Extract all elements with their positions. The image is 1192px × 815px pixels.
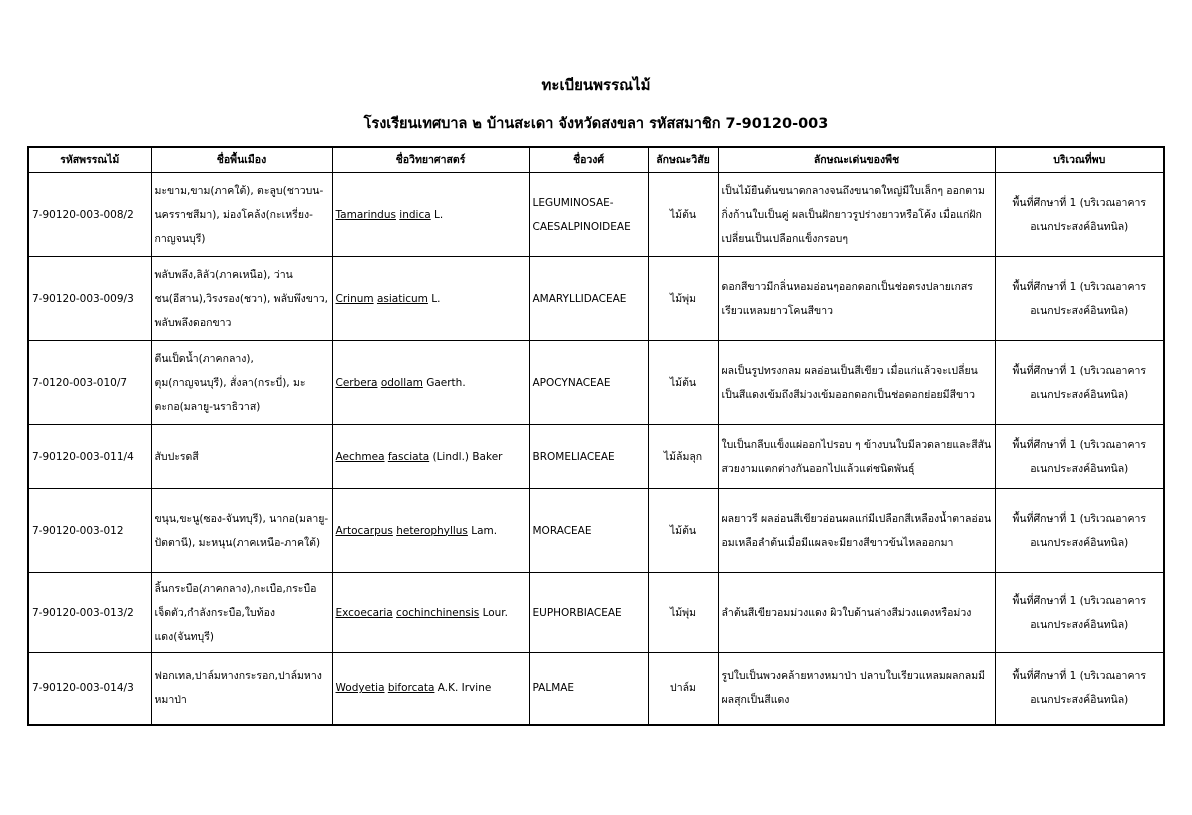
scientific-name: [332, 489, 529, 573]
plant-features: ดอกสีขาวมีกลิ่นหอมอ่อนๆออกดอกเป็นช่อตรงปลายเกสรเรียวแหลมยาวโคนสีขาว: [718, 257, 995, 341]
habit: ไม้ต้น: [648, 489, 718, 573]
family-name: LEGUMINOSAE-CAESALPINOIDEAE: [529, 173, 648, 257]
author: Lam.: [471, 524, 498, 537]
species: biforcata: [387, 682, 435, 695]
habit: ไม้ต้น: [648, 173, 718, 257]
species: asiaticum: [376, 292, 428, 305]
species: fasciata: [387, 450, 430, 463]
plant-code: 7-0120-003-010/7: [28, 341, 151, 425]
table-row: [28, 257, 1164, 341]
table-row: [28, 425, 1164, 489]
plant-code: 7-90120-003-011/4: [28, 425, 151, 489]
habit: ไม้พุ่ม: [648, 573, 718, 653]
column-header-features: ลักษณะเด่นของพืช: [718, 147, 995, 173]
plant-code: 7-90120-003-008/2: [28, 173, 151, 257]
species: cochinchinensis: [396, 606, 480, 619]
table-row: [28, 573, 1164, 653]
plant-code: 7-90120-003-012: [28, 489, 151, 573]
plant-features: ใบเป็นกลีบแข็งแผ่ออกไปรอบ ๆ ข้างบนใบมีลวดลายและสีสันสวยงามแตกต่างกันออกไปแล้วแต่ชนิดพันธุ์: [718, 425, 995, 489]
author: (Lindl.) Baker: [432, 450, 503, 463]
plant-features: ผลเป็นรูปทรงกลม ผลอ่อนเป็นสีเขียว เมื่อแก่แล้วจะเปลี่ยนเป็นสีแดงเข้มถึงสีม่วงเข้มออกดอกเป็นช่อดอกย่อยมีสีขาว: [718, 341, 995, 425]
scientific-name: [332, 257, 529, 341]
found-location: พื้นที่ศึกษาที่ 1 (บริเวณอาคารอเนกประสงค์อินทนิล): [995, 489, 1164, 573]
found-location: พื้นที่ศึกษาที่ 1 (บริเวณอาคารอเนกประสงค์อินทนิล): [995, 425, 1164, 489]
author: L.: [431, 292, 441, 305]
genus: Tamarindus: [335, 208, 396, 221]
author: Lour.: [482, 606, 508, 619]
genus: Wodyetia: [335, 682, 385, 695]
plant-register-table: [27, 146, 1165, 726]
scientific-name: [332, 653, 529, 725]
author: A.K. Irvine: [437, 682, 492, 695]
plant-features: ผลยาวรี ผลอ่อนสีเขียวอ่อนผลแก่มีเปลือกสีเหลืองน้ำตาลอ่อนอมเหลือลำต้นเมื่อมีแผลจะมียางสีขาวข้นไหลออกมา: [718, 489, 995, 573]
family-name: MORACEAE: [529, 489, 648, 573]
table-row: [28, 489, 1164, 573]
local-name: ฟอกเทล,ปาล์มหางกระรอก,ปาล์มหางหมาป่า: [151, 653, 332, 725]
local-name: สับปะรดสี: [151, 425, 332, 489]
family-name: APOCYNACEAE: [529, 341, 648, 425]
family-name: BROMELIACEAE: [529, 425, 648, 489]
table-row: [28, 653, 1164, 725]
species: indica: [399, 208, 431, 221]
page-title: ทะเบียนพรรณไม้: [541, 76, 651, 94]
genus: Crinum: [335, 292, 374, 305]
scientific-name: [332, 341, 529, 425]
genus: Aechmea: [335, 450, 385, 463]
table-row: [28, 341, 1164, 425]
found-location: พื้นที่ศึกษาที่ 1 (บริเวณอาคารอเนกประสงค์อินทนิล): [995, 173, 1164, 257]
author: L.: [434, 208, 444, 221]
local-name: ขนุน,ขะนู(ซอง-จันทบุรี), นากอ(มลายู-ปัตตานี), มะหนุน(ภาคเหนือ-ภาคใต้): [151, 489, 332, 573]
habit: ไม้ล้มลุก: [648, 425, 718, 489]
plant-code: 7-90120-003-009/3: [28, 257, 151, 341]
habit: ปาล์ม: [648, 653, 718, 725]
column-header-local-name: ชื่อพื้นเมือง: [151, 147, 332, 173]
plant-features: ลำต้นสีเขียวอมม่วงแดง ผิวใบด้านล่างสีม่วงแดงหรือม่วง: [718, 573, 995, 653]
scientific-name: [332, 173, 529, 257]
column-header-habit: ลักษณะวิสัย: [648, 147, 718, 173]
family-name: EUPHORBIACEAE: [529, 573, 648, 653]
column-header-code: รหัสพรรณไม้: [28, 147, 151, 173]
table-header-row: [28, 147, 1164, 173]
family-name: AMARYLLIDACEAE: [529, 257, 648, 341]
local-name: มะขาม,ขาม(ภาคใต้), ตะลูบ(ชาวบน-นครราชสีมา), ม่องโคล้ง(กะเหรี่ยง-กาญจนบุรี): [151, 173, 332, 257]
table-row: [28, 173, 1164, 257]
found-location: พื้นที่ศึกษาที่ 1 (บริเวณอาคารอเนกประสงค์อินทนิล): [995, 653, 1164, 725]
local-name: พลับพลึง,ลิลัว(ภาคเหนือ), ว่านชน(อีสาน),วิรงรอง(ชวา), พลับพึงขาว, พลับพลึงดอกขาว: [151, 257, 332, 341]
genus: Excoecaria: [335, 606, 393, 619]
column-header-scientific-name: ชื่อวิทยาศาสตร์: [332, 147, 529, 173]
found-location: พื้นที่ศึกษาที่ 1 (บริเวณอาคารอเนกประสงค์อินทนิล): [995, 573, 1164, 653]
plant-features: เป็นไม้ยืนต้นขนาดกลางจนถึงขนาดใหญ่มีใบเล็กๆ ออกตามกิ่งก้านใบเป็นคู่ ผลเป็นฝักยาวรูปร่างยาวหรือโค้ง เมื่อแก่ฝักเปลี่ยนเป็นเปลือกแข็งกรอบๆ: [718, 173, 995, 257]
family-name: PALMAE: [529, 653, 648, 725]
scientific-name: [332, 425, 529, 489]
species: heterophyllus: [396, 524, 468, 537]
author: Gaerth.: [426, 376, 466, 389]
column-header-family: ชื่อวงศ์: [529, 147, 648, 173]
found-location: พื้นที่ศึกษาที่ 1 (บริเวณอาคารอเนกประสงค์อินทนิล): [995, 341, 1164, 425]
species: odollam: [380, 376, 423, 389]
genus: Cerbera: [335, 376, 378, 389]
found-location: พื้นที่ศึกษาที่ 1 (บริเวณอาคารอเนกประสงค์อินทนิล): [995, 257, 1164, 341]
local-name: ลิ้นกระบือ(ภาคกลาง),กะเบือ,กระบือเจ็ดตัว,กำลังกระบือ,ใบท้องแดง(จันทบุรี): [151, 573, 332, 653]
column-header-location: บริเวณที่พบ: [995, 147, 1164, 173]
genus: Artocarpus: [335, 524, 393, 537]
habit: ไม้พุ่ม: [648, 257, 718, 341]
habit: ไม้ต้น: [648, 341, 718, 425]
plant-code: 7-90120-003-014/3: [28, 653, 151, 725]
plant-features: รูปใบเป็นพวงคล้ายหางหมาป่า ปลาบใบเรียวแหลมผลกลมมีผลสุกเป็นสีแดง: [718, 653, 995, 725]
local-name: ตีนเป็ดน้ำ(ภาคกลาง), ตุม(กาญจนบุรี), สั่งลา(กระบี่), มะตะกอ(มลายู-นราธิวาส): [151, 341, 332, 425]
plant-code: 7-90120-003-013/2: [28, 573, 151, 653]
scientific-name: [332, 573, 529, 653]
page-subtitle: โรงเรียนเทศบาล ๒ บ้านสะเดา จังหวัดสงขลา รหัสสมาชิก 7-90120-003: [363, 116, 829, 132]
